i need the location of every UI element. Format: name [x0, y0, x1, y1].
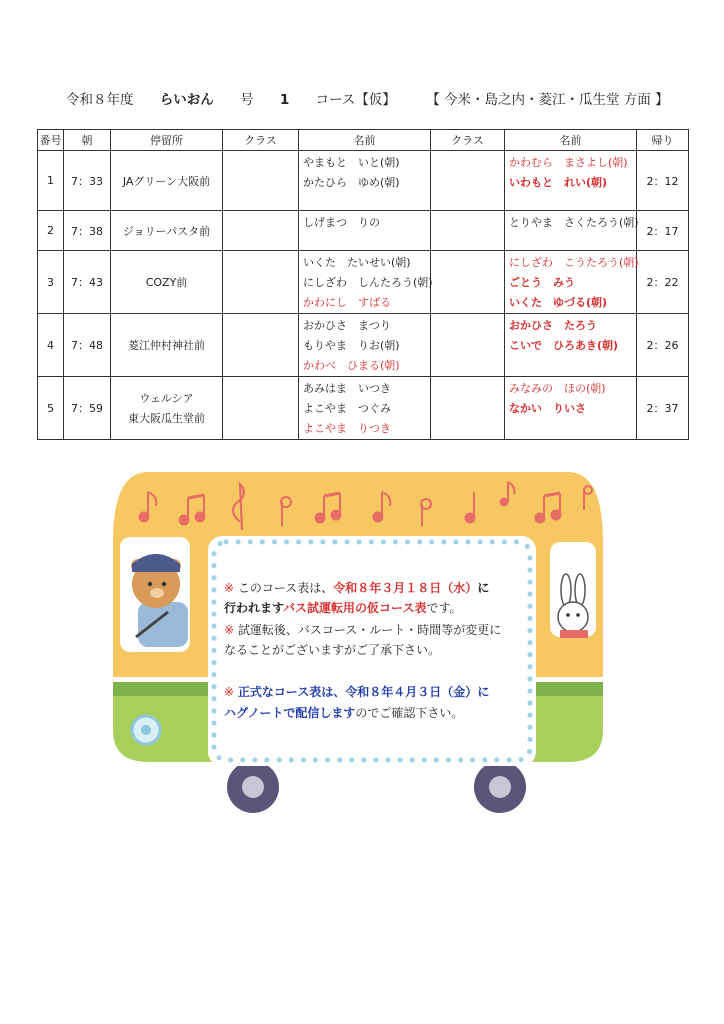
name-entry: おかひさ まつり	[303, 319, 391, 332]
header-number: 1	[279, 92, 290, 108]
table-row	[38, 251, 689, 314]
col-header-class1: クラス	[223, 130, 299, 151]
stop-line-1: 菱江仲村神社前	[128, 339, 205, 352]
class-cell-2	[431, 211, 505, 251]
notice-l1b: 令和８年３月１８日（水）	[333, 581, 478, 595]
stop-line-1: COZY前	[145, 276, 188, 289]
course-table	[37, 129, 689, 440]
name-entry: あみはま いつき	[303, 382, 391, 395]
am-time: 7：59	[64, 377, 111, 440]
row-number: 2	[38, 211, 64, 251]
notice-line-6	[224, 703, 463, 723]
header-era: 令和８年度	[66, 92, 134, 108]
name-entry: なかい りいさ	[509, 402, 586, 415]
table-row	[38, 151, 689, 211]
notice-l2b: バス試運転用の仮コース表	[283, 601, 427, 615]
notice-l4: なることがございますがご了承下さい。	[224, 643, 441, 657]
row-number: 3	[38, 251, 64, 314]
name-entry: よこやま つぐみ	[303, 402, 391, 415]
notice-l2a: 行われます	[224, 601, 284, 615]
class-cell-1	[223, 151, 299, 211]
notice-l1c: に	[477, 581, 490, 595]
name-entry: とりやま さくたろう(朝)	[509, 216, 639, 229]
pm-time: 2：26	[637, 314, 689, 377]
name-entry: おかひさ たろう	[509, 319, 597, 332]
name-entry: こいで ひろあき(朝)	[509, 339, 619, 352]
header-course: コース【仮】	[315, 92, 396, 108]
names-cell-1	[299, 314, 431, 377]
name-entry: いくた ゆづる(朝)	[509, 296, 608, 309]
names-cell-2	[505, 251, 637, 314]
table-row	[38, 211, 689, 251]
stop-line-2: 東大阪瓜生堂前	[128, 412, 205, 425]
headlight-center	[141, 725, 151, 735]
notice-line-4	[224, 640, 440, 660]
notice-mark-2: ※	[224, 623, 235, 637]
class-cell-1	[223, 251, 299, 314]
name-entry: しげまつ りの	[303, 216, 380, 229]
names-cell-2	[505, 211, 637, 251]
header-school: らいおん	[159, 92, 214, 108]
pm-time: 2：12	[637, 151, 689, 211]
notice-mark-3: ※	[224, 685, 235, 699]
right-hubcap	[489, 776, 511, 798]
name-entry: ごとう みう	[509, 276, 575, 289]
am-time: 7：48	[64, 314, 111, 377]
notice-l5a: 正式なコース表は、	[237, 685, 346, 699]
name-entry: やまもと いと(朝)	[303, 156, 400, 169]
stop-line-1: JAグリーン大阪前	[122, 174, 211, 188]
notice-text	[210, 540, 530, 760]
class-cell-2	[431, 314, 505, 377]
row-number: 1	[38, 151, 64, 211]
names-cell-2	[505, 377, 637, 440]
col-header-class2: クラス	[431, 130, 505, 151]
names-cell-1	[299, 211, 431, 251]
stop-name	[111, 251, 223, 314]
notice-line-5	[224, 682, 489, 702]
name-entry: いわもと れい(朝)	[509, 176, 608, 189]
header-area: 【 今米・島之内・菱江・瓜生堂 方面 】	[426, 92, 669, 108]
name-entry: にしざわ こうたろう(朝)	[509, 256, 639, 269]
notice-l5b: 令和８年４月３日（金）	[345, 685, 478, 699]
col-header-names2: 名前	[505, 130, 637, 151]
table-row	[38, 314, 689, 377]
page-header	[66, 88, 686, 110]
col-header-names1: 名前	[299, 130, 431, 151]
names-cell-2	[505, 151, 637, 211]
notice-l2c: です。	[426, 601, 462, 615]
row-number: 5	[38, 377, 64, 440]
am-time: 7：33	[64, 151, 111, 211]
left-hubcap	[242, 776, 264, 798]
class-cell-1	[223, 211, 299, 251]
table-header-row	[38, 130, 689, 151]
stop-name	[111, 211, 223, 251]
notice-line-3	[224, 620, 501, 640]
table-row	[38, 377, 689, 440]
notice-l3: 試運転後、バスコース・ルート・時間等が変更に	[237, 623, 502, 637]
name-entry: もりやま りお(朝)	[303, 339, 400, 352]
pm-time: 2：37	[637, 377, 689, 440]
notice-l6a: ハグノートで配信します	[224, 706, 356, 720]
col-header-no: 番号	[38, 130, 64, 151]
name-entry: かたひら ゆめ(朝)	[303, 176, 400, 189]
class-cell-1	[223, 314, 299, 377]
header-go: 号	[240, 92, 254, 108]
col-header-stop: 停留所	[111, 130, 223, 151]
names-cell-1	[299, 251, 431, 314]
name-entry: みなみの ほの(朝)	[509, 382, 606, 395]
am-time: 7：38	[64, 211, 111, 251]
notice-mark-1: ※	[224, 581, 235, 595]
stop-name	[111, 151, 223, 211]
class-cell-1	[223, 377, 299, 440]
col-header-am: 朝	[64, 130, 111, 151]
class-cell-2	[431, 377, 505, 440]
class-cell-2	[431, 151, 505, 211]
notice-l6b: のでご確認下さい。	[355, 706, 464, 720]
notice-line-1	[224, 578, 489, 598]
name-entry: かわべ ひまる(朝)	[303, 359, 400, 372]
notice-l5c: に	[477, 685, 490, 699]
name-entry: かわむら まさよし(朝)	[509, 156, 628, 169]
name-entry: いくた たいせい(朝)	[303, 256, 411, 269]
name-entry: かわにし すばる	[303, 296, 391, 309]
row-number: 4	[38, 314, 64, 377]
class-cell-2	[431, 251, 505, 314]
name-entry: よこやま りつき	[303, 422, 391, 435]
col-header-pm: 帰り	[637, 130, 689, 151]
names-cell-1	[299, 377, 431, 440]
notice-line-2	[224, 598, 462, 618]
stop-line-1: ウェルシア	[139, 392, 194, 405]
names-cell-2	[505, 314, 637, 377]
stop-name	[111, 377, 223, 440]
notice-l1a: このコース表は、	[237, 581, 334, 595]
stop-line-1: ジョリーパスタ前	[122, 224, 211, 238]
am-time: 7：43	[64, 251, 111, 314]
name-entry: にしざわ しんたろう(朝)	[303, 276, 433, 289]
stop-name	[111, 314, 223, 377]
pm-time: 2：17	[637, 211, 689, 251]
names-cell-1	[299, 151, 431, 211]
pm-time: 2：22	[637, 251, 689, 314]
